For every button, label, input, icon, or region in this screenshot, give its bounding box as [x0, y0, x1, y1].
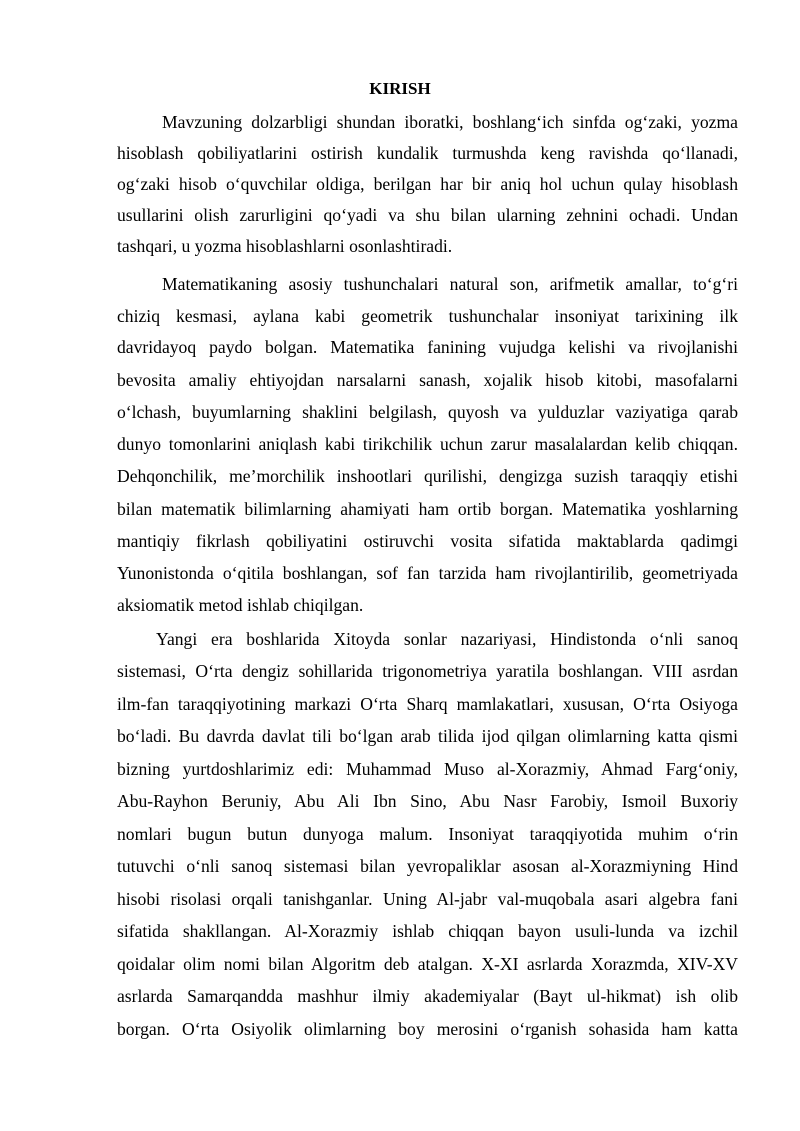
text-line: Yunonistonda o‘qitila boshlangan, sof fan tarzida ham rivojlantirilib, geometriyada: [117, 563, 738, 583]
text-line: o‘lchash, buyumlarning shaklini belgilash, quyosh va yulduzlar vaziyatiga qarab: [117, 402, 738, 422]
text-line: sistemasi, O‘rta dengiz sohillarida trigonometriya yaratila boshlangan. VIII asrdan: [117, 661, 738, 681]
text-line: nomlari bugun butun dunyoga malum. Insoniyat taraqqiyotida muhim o‘rin: [117, 824, 738, 844]
text-line: tashqari, u yozma hisoblashlarni osonlashtiradi.: [117, 236, 453, 256]
text-line: tutuvchi o‘nli sanoq sistemasi bilan yevropaliklar asosan al-Xorazmiyning Hind: [117, 856, 738, 876]
text-line: bilan matematik bilimlarning ahamiyati ham ortib borgan. Matematika yoshlarning: [117, 499, 738, 519]
text-line: Yangi era boshlarida Xitoyda sonlar nazariyasi, Hindistonda o‘nli sanoq: [156, 629, 738, 649]
text-line: bo‘ladi. Bu davrda davlat tili bo‘lgan arab tilida ijod qilgan olimlarning katta qismi: [117, 726, 738, 746]
text-line: og‘zaki hisob o‘quvchilar oldiga, berilgan har bir aniq hol uchun qulay hisoblash: [117, 174, 738, 194]
text-line: usullarini olish zarurligini qo‘yadi va shu bilan ularning zehnini ochadi. Undan: [117, 205, 738, 225]
page-title: KIRISH: [369, 79, 431, 98]
text-line: Abu-Rayhon Beruniy, Abu Ali Ibn Sino, Abu Nasr Farobiy, Ismoil Buxoriy: [117, 791, 738, 811]
text-line: aksiomatik metod ishlab chiqilgan.: [117, 595, 364, 615]
text-line: asrlarda Samarqandda mashhur ilmiy akademiyalar (Bayt ul-hikmat) ish olib: [117, 986, 738, 1006]
text-line: Matematikaning asosiy tushunchalari natural son, arifmetik amallar, to‘g‘ri: [162, 274, 738, 294]
text-line: hisoblash qobiliyatlarini ostirish kundalik turmushda keng ravishda qo‘llanadi,: [117, 143, 738, 163]
text-line: dunyo tomonlarini aniqlash kabi tirikchilik uchun zarur masalalardan kelib chiqqan.: [117, 434, 738, 454]
text-line: hisobi risolasi orqali tanishganlar. Uning Al-jabr val-muqobala asari algebra fani: [117, 889, 738, 909]
text-line: chiziq kesmasi, aylana kabi geometrik tushunchalar insoniyat tarixining ilk: [117, 306, 738, 326]
text-line: Dehqonchilik, me’morchilik inshootlari qurilishi, dengizga suzish taraqqiy etishi: [117, 466, 738, 486]
text-line: ilm-fan taraqqiyotining markazi O‘rta Sharq mamlakatlari, xususan, O‘rta Osiyoga: [117, 694, 738, 714]
text-line: mantiqiy fikrlash qobiliyatini ostiruvchi vosita sifatida maktablarda qadimgi: [117, 531, 738, 551]
text-line: qoidalar olim nomi bilan Algoritm deb atalgan. X-XI asrlarda Xorazmda, XIV-XV: [117, 954, 738, 974]
text-line: sifatida shakllangan. Al-Xorazmiy ishlab chiqqan bayon usuli-lunda va izchil: [117, 921, 738, 941]
text-line: bizning yurtdoshlarimiz edi: Muhammad Muso al-Xorazmiy, Ahmad Farg‘oniy,: [117, 759, 738, 779]
text-line: Mavzuning dolzarbligi shundan iboratki, boshlang‘ich sinfda og‘zaki, yozma: [162, 112, 738, 132]
text-line: davridayoq paydo bolgan. Matematika fanining vujudga kelishi va rivojlanishi: [117, 337, 738, 357]
text-line: bevosita amaliy ehtiyojdan narsalarni sanash, xojalik hisob kitobi, masofalarni: [117, 370, 738, 390]
text-line: borgan. O‘rta Osiyolik olimlarning boy merosini o‘rganish sohasida ham katta: [117, 1019, 738, 1039]
